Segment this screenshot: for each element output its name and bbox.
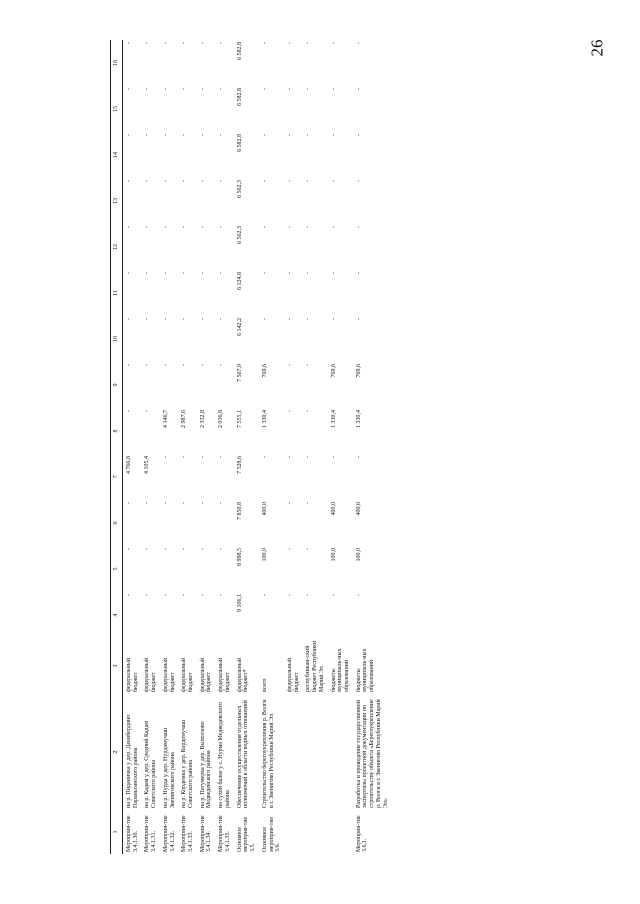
amount-cell: - [144,226,151,228]
amount-cell: - [199,364,206,366]
amount-cell: - [144,594,151,596]
amount-cell: - [126,410,132,412]
amount-cell: 6 142,2 [236,318,243,336]
amount-cell: - [305,456,312,458]
amount-cell: - [199,548,206,550]
column-header: 3 [111,638,123,694]
amount-cell: - [218,548,225,550]
amount-cell: - [305,226,312,228]
table-row [259,40,284,854]
column-header: 10 [111,316,123,362]
amount-cell: - [286,318,293,320]
amount-cell: - [126,272,132,274]
column-header: 7 [111,454,123,500]
amount-cell: 6 582,8 [236,42,243,60]
amount-cell: - [162,272,169,274]
amount-cell: - [162,502,169,504]
table-row [215,40,233,854]
amount-cell: - [162,318,169,320]
amount-cell: - [305,318,312,320]
amount-cell: 1 330,4 [330,410,337,428]
activity-code-cell [302,810,327,854]
amount-cell: - [286,548,293,550]
amount-cell: - [199,456,206,458]
activity-code-cell: Мероприя-тие 3.4.1.31. [144,815,158,852]
activity-code-cell: Мероприя-тие 3.4.1.34. [199,815,213,852]
amount-cell: - [126,88,132,90]
activity-name-cell [302,694,327,810]
amount-cell: - [330,456,337,458]
funding-source-cell: федеральный бюджет [218,657,231,692]
column-header: 13 [111,178,123,224]
amount-cell: - [181,272,188,274]
amount-cell: - [199,134,206,136]
amount-cell: - [199,42,206,44]
amount-cell: - [181,318,188,320]
amount-cell: - [330,180,337,182]
column-header: 5 [111,546,123,592]
activity-name-cell: на р. Кордемка у дер. Кордемучаш Советского района [181,719,195,808]
activity-code-cell: Мероприя-тие 3.6.1. [355,815,369,852]
amount-cell: - [199,594,206,596]
amount-cell: 4 766,8 [126,456,132,474]
amount-cell: - [305,594,312,596]
amount-cell: 9 106,1 [236,594,243,612]
amount-cell: - [181,42,188,44]
amount-cell: - [218,272,225,274]
amount-cell: - [355,180,362,182]
amount-cell: - [181,502,188,504]
amount-cell: 1 330,4 [355,410,362,428]
amount-cell: - [199,272,206,274]
funding-source-cell: федеральный бюджет [162,657,176,692]
funding-source-cell: федеральный бюджет [144,657,158,692]
amount-cell: - [355,134,362,136]
amount-cell: - [286,88,293,90]
amount-cell: - [144,502,151,504]
amount-cell: - [162,88,169,90]
amount-cell: 400,0 [330,502,337,516]
amount-cell: - [144,364,151,366]
amount-cell: - [286,272,293,274]
amount-cell: - [126,502,132,504]
amount-cell: - [286,364,293,366]
amount-cell: - [181,548,188,550]
activity-name-cell: на р. Нурда у дер. Нурдамучаш Звениговского района [162,727,176,808]
amount-cell: 100,0 [330,548,337,562]
column-header: 2 [111,694,123,810]
amount-cell: - [199,88,206,90]
activity-name-cell: на р. Кадам у дер. Средний Кадам Советского района [144,720,158,808]
amount-cell: - [330,134,337,136]
table-body [123,40,392,854]
column-header: 6 [111,500,123,546]
activity-code-cell: Основное мероприя-тие 3.5. [236,816,257,852]
amount-cell: - [218,180,225,182]
amount-cell: - [355,272,362,274]
amount-cell: - [181,88,188,90]
funding-source-cell: всего [261,678,268,692]
amount-cell: - [126,548,132,550]
table-header-row [111,40,123,854]
budget-table [110,40,391,854]
amount-cell: 100,0 [261,548,268,562]
amount-cell: - [199,502,206,504]
amount-cell: 6 562,3 [236,226,243,244]
amount-cell: - [286,180,293,182]
budget-table-sheet [110,42,524,854]
amount-cell: - [261,226,268,228]
amount-cell: - [126,318,132,320]
amount-cell: - [162,134,169,136]
amount-cell: 769,6 [355,364,362,378]
amount-cell: - [218,134,225,136]
amount-cell: - [218,594,225,596]
activity-code-cell [328,810,353,854]
activity-code-cell: Мероприя-тие 3.4.1.35. [218,815,231,852]
amount-cell: - [305,180,312,182]
amount-cell: - [162,548,169,550]
activity-code-cell: Мероприя-тие 3.4.1.30. [126,815,139,852]
activity-name-cell: Разработка и проведение государственной экспертизы проектной документации по строительству объекта «Берегоукрепление р. Волги в г. Звенигово Республики Марий Эл» [355,699,389,808]
amount-cell: - [181,180,188,182]
amount-cell: 2 036,8 [218,410,225,428]
amount-cell: 7 850,8 [236,502,243,520]
amount-cell: - [144,272,151,274]
table-row [178,40,196,854]
amount-cell: - [261,272,268,274]
table-row [160,40,178,854]
amount-cell: - [199,180,206,182]
funding-source-cell: федеральный бюджет [126,657,139,692]
column-header: 1 [111,810,123,854]
activity-name-cell: на р. Пегумерка у дер. Выползово Медведевского района [199,721,213,808]
table-row [284,40,302,854]
amount-cell: - [144,410,151,412]
amount-cell: - [181,456,188,458]
amount-cell: - [181,364,188,366]
amount-cell: - [355,594,362,596]
table-row [197,40,215,854]
amount-cell: - [144,42,151,44]
column-header: 4 [111,592,123,638]
amount-cell: 2 987,6 [181,410,188,428]
amount-cell: - [162,364,169,366]
amount-cell: 6 582,8 [236,88,243,106]
amount-cell: - [218,42,225,44]
column-header: 11 [111,270,123,316]
amount-cell: - [218,502,225,504]
amount-cell: - [218,226,225,228]
amount-cell: - [181,226,188,228]
column-header: 14 [111,132,123,178]
amount-cell: - [355,226,362,228]
page-number: 26 [587,39,607,57]
amount-cell: - [305,364,312,366]
amount-cell: - [286,410,293,412]
amount-cell: - [181,134,188,136]
amount-cell: 6 124,8 [236,272,243,290]
amount-cell: - [355,318,362,320]
amount-cell: 6 582,8 [236,134,243,152]
activity-code-cell: Мероприя-тие 3.4.1.32. [162,815,176,852]
amount-cell: - [261,42,268,44]
table-row [123,40,142,854]
amount-cell: - [144,134,151,136]
table-row [353,40,392,854]
amount-cell: - [144,548,151,550]
activity-name-cell: на р. Пиданичка у дер. Декибердино Параньгинского района [126,714,139,808]
column-header: 16 [111,40,123,86]
amount-cell: - [261,134,268,136]
amount-cell: 400,0 [355,502,362,516]
amount-cell: - [261,88,268,90]
amount-cell: - [286,456,293,458]
amount-cell: 6 562,3 [236,180,243,198]
amount-cell: 1 330,4 [261,410,268,428]
amount-cell: - [305,272,312,274]
funding-source-cell: федеральный бюджет [181,657,195,692]
column-header: 12 [111,224,123,270]
amount-cell: - [355,88,362,90]
amount-cell: 2 332,8 [199,410,206,428]
amount-cell: - [330,88,337,90]
table-row [328,40,353,854]
amount-cell: - [330,272,337,274]
amount-cell: 4 146,7 [162,410,169,428]
activity-name-cell: Строительство берегоукрепления р. Волги в г. Звенигово Республики Марий Эл [261,699,275,808]
amount-cell: - [305,42,312,44]
amount-cell: - [126,134,132,136]
amount-cell: - [126,180,132,182]
funding-source-cell: федеральный бюджет* [236,657,250,692]
funding-source-cell: федеральный бюджет [199,657,213,692]
activity-code-cell [284,810,302,854]
amount-cell: - [199,226,206,228]
amount-cell: - [355,42,362,44]
amount-cell: - [162,180,169,182]
amount-cell: - [126,42,132,44]
table-row [302,40,327,854]
amount-cell: - [286,134,293,136]
amount-cell: - [162,226,169,228]
funding-source-cell: бюджеты муниципаль-ных образований [355,648,376,692]
amount-cell: - [126,594,132,596]
amount-cell: - [305,548,312,550]
amount-cell: 7 528,6 [236,456,243,474]
activity-name-cell: на сухой балке у с. Нурма Медведевского района [218,702,231,808]
amount-cell: - [181,594,188,596]
amount-cell: - [126,364,132,366]
column-header: 8 [111,408,123,454]
amount-cell: - [261,180,268,182]
amount-cell: 769,6 [261,364,268,378]
amount-cell: - [218,456,225,458]
amount-cell: - [305,134,312,136]
amount-cell: - [286,226,293,228]
amount-cell: - [330,318,337,320]
amount-cell: - [286,594,293,596]
table-row [234,40,259,854]
amount-cell: - [330,594,337,596]
activity-code-cell: Мероприя-тие 3.4.1.33. [181,815,195,852]
amount-cell: 400,0 [261,502,268,516]
amount-cell: - [305,502,312,504]
amount-cell: 100,0 [355,548,362,562]
amount-cell: - [286,42,293,44]
amount-cell: - [261,456,268,458]
amount-cell: - [355,456,362,458]
amount-cell: - [261,594,268,596]
amount-cell: - [144,88,151,90]
amount-cell: - [199,318,206,320]
amount-cell: - [126,226,132,228]
amount-cell: - [261,318,268,320]
amount-cell: - [305,410,312,412]
column-header: 9 [111,362,123,408]
activity-name-cell [328,694,353,810]
funding-source-cell: бюджеты муниципаль-ных образований [330,648,350,692]
amount-cell: 769,6 [330,364,337,378]
amount-cell: - [330,42,337,44]
amount-cell: - [305,88,312,90]
amount-cell: 7 567,9 [236,364,243,382]
funding-source-cell: федеральный бюджет [286,657,300,692]
amount-cell: - [330,226,337,228]
amount-cell: 4 105,4 [144,456,151,474]
amount-cell: - [286,502,293,504]
amount-cell: - [162,42,169,44]
table-row [141,40,159,854]
amount-cell: - [162,456,169,458]
amount-cell: - [218,88,225,90]
amount-cell: - [218,364,225,366]
amount-cell: - [144,318,151,320]
column-header: 15 [111,86,123,132]
activity-code-cell: Основное мероприя-тие 3.6. [261,816,282,852]
amount-cell: 7 555,1 [236,410,243,428]
activity-name-cell [284,694,302,810]
activity-name-cell: Обеспечение осуществления отдельных полномочий в области водных отношений [236,700,250,808]
funding-source-cell: республикан-ский бюджет Республики Марий Эл [305,640,325,692]
amount-cell: - [162,594,169,596]
amount-cell: - [144,180,151,182]
amount-cell: 8 998,5 [236,548,243,566]
amount-cell: - [218,318,225,320]
